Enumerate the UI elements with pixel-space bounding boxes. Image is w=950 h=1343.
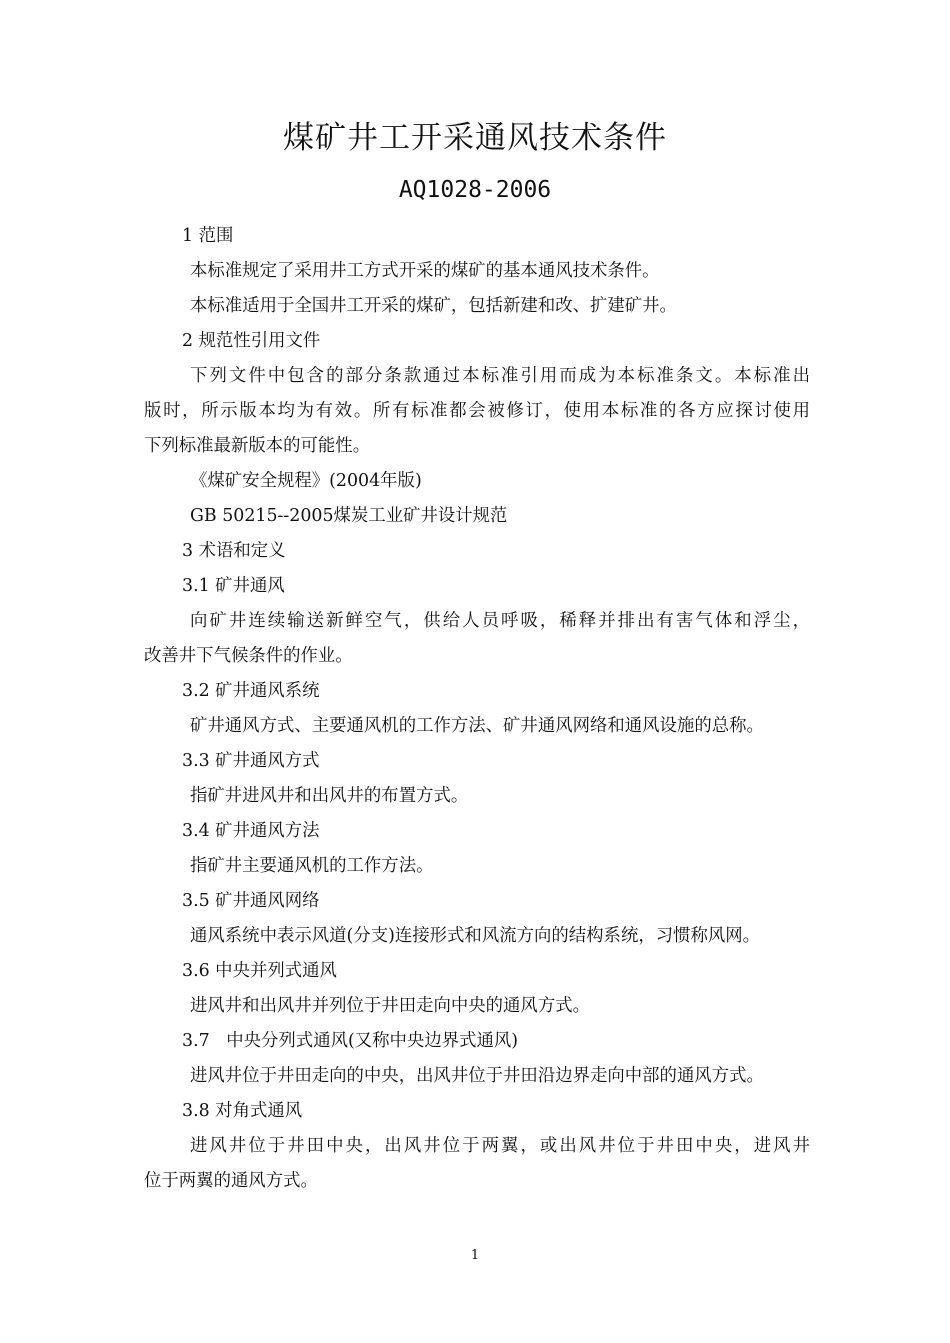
section-heading: 3.7 中央分列式通风(又称中央边界式通风): [182, 1031, 519, 1051]
paragraph-continuation: 改善井下气候条件的作业。: [144, 646, 353, 666]
section-heading: 3.1 矿井通风: [182, 576, 285, 596]
paragraph-line: 进风井和出风井并列位于井田走向中央的通风方式。: [190, 996, 590, 1016]
section-heading: 3.5 矿井通风网络: [182, 891, 320, 911]
section-heading: 3.4 矿井通风方法: [182, 821, 320, 841]
paragraph-line: 矿井通风方式、主要通风机的工作方法、矿井通风网络和通风设施的总称。: [190, 716, 764, 736]
page-number: 1: [470, 1248, 480, 1263]
paragraph-line: 下列文件中包含的部分条款通过本标准引用而成为本标准条文。本标准出: [190, 366, 810, 386]
paragraph-line: 向矿井连续输送新鲜空气，供给人员呼吸，稀释并排出有害气体和浮尘，: [190, 611, 810, 631]
section-heading: 3 术语和定义: [182, 541, 286, 561]
standard-code: AQ1028-2006: [398, 177, 552, 203]
document-title: 煤矿井工开采通风技术条件: [283, 120, 667, 156]
section-heading: 3.3 矿井通风方式: [182, 751, 320, 771]
paragraph-line: 进风井位于井田中央，出风井位于两翼，或出风井位于井田中央，进风井: [190, 1136, 810, 1156]
paragraph-line: 通风系统中表示风道(分支)连接形式和风流方向的结构系统，习惯称风网。: [190, 926, 761, 946]
section-heading: 2 规范性引用文件: [182, 331, 321, 351]
section-heading: 1 范围: [182, 226, 234, 246]
paragraph-line: 本标准规定了采用井工方式开采的煤矿的基本通风技术条件。: [190, 261, 660, 281]
section-heading: 3.8 对角式通风: [182, 1101, 303, 1121]
section-heading: 3.6 中央并列式通风: [182, 961, 337, 981]
paragraph-line: GB 50215--2005煤炭工业矿井设计规范: [190, 506, 508, 526]
paragraph-continuation: 位于两翼的通风方式。: [144, 1171, 318, 1191]
paragraph-line: 《煤矿安全规程》(2004年版): [190, 471, 422, 491]
paragraph-line: 指矿井进风井和出风井的布置方式。: [190, 786, 469, 806]
paragraph-line: 本标准适用于全国井工开采的煤矿，包括新建和改、扩建矿井。: [190, 296, 677, 316]
paragraph-line: 进风井位于井田走向的中央，出风井位于井田沿边界走向中部的通风方式。: [190, 1066, 764, 1086]
paragraph-line: 指矿井主要通风机的工作方法。: [190, 856, 434, 876]
section-heading: 3.2 矿井通风系统: [182, 681, 320, 701]
paragraph-continuation: 版时，所示版本均为有效。所有标准都会被修订，使用本标准的各方应探讨使用: [144, 401, 810, 421]
document-body: [144, 219, 810, 1199]
paragraph-continuation: 下列标准最新版本的可能性。: [144, 436, 371, 456]
